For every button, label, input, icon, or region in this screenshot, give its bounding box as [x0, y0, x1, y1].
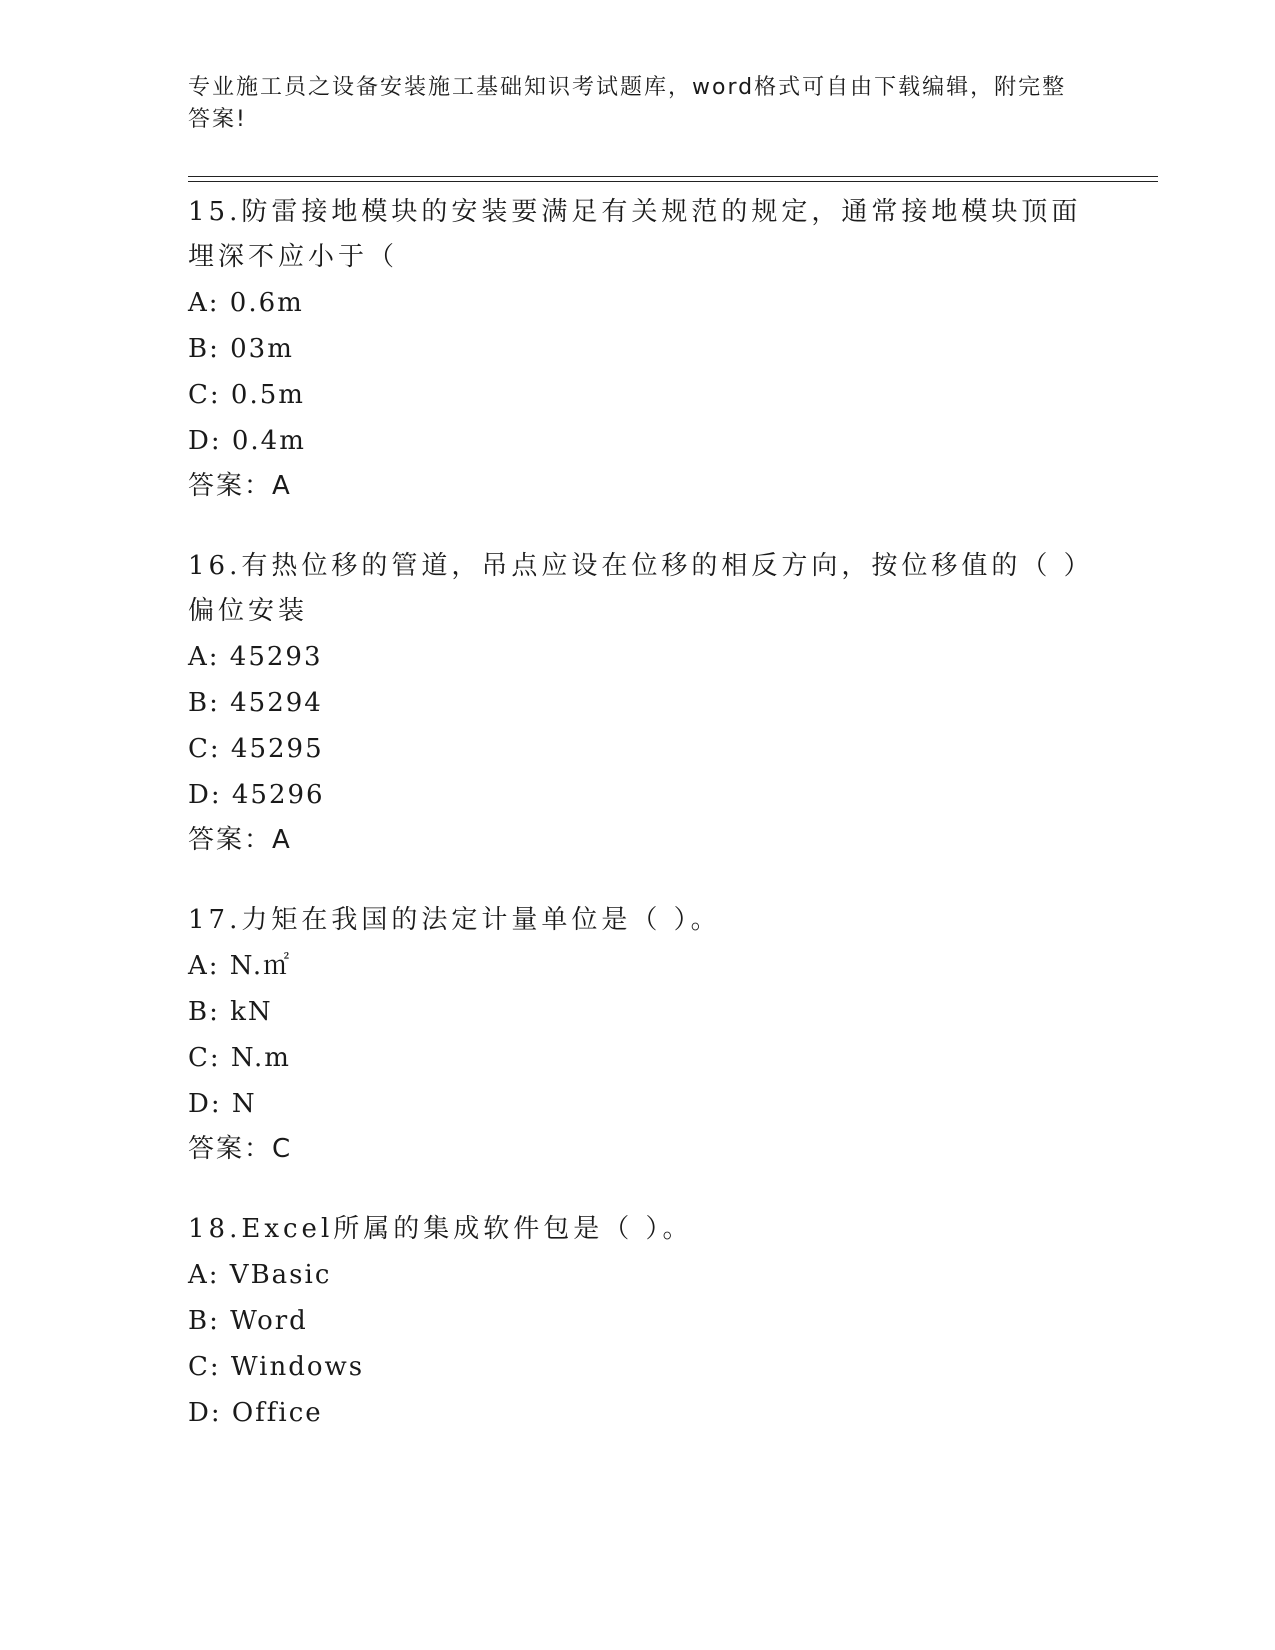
option-c: C: 45295: [188, 734, 324, 764]
option-a: A: 45293: [188, 642, 323, 672]
option-c: C: Windows: [188, 1352, 365, 1382]
option-d: D: 0.4m: [188, 426, 306, 456]
option-c: C: 0.5m: [188, 380, 305, 410]
question-16: [188, 544, 1088, 862]
header-divider-top: [188, 176, 1158, 177]
question-list: [188, 190, 1088, 1472]
header-divider-bottom: [188, 181, 1158, 182]
question-15: [188, 190, 1088, 508]
question-stem: 17.力矩在我国的法定计量单位是（ ）。: [188, 905, 721, 935]
option-c: C: N.m: [188, 1043, 291, 1073]
answer-line: 答案：C: [188, 1134, 293, 1164]
option-b: B: 03m: [188, 334, 294, 364]
answer-line: 答案：A: [188, 825, 292, 855]
option-a: A: 0.6m: [188, 288, 304, 318]
question-stem: 16.有热位移的管道，吊点应设在位移的相反方向，按位移值的（ ）偏位安装: [188, 551, 1081, 626]
option-a: A: VBasic: [188, 1260, 332, 1290]
option-b: B: kN: [188, 997, 273, 1027]
document-header: 专业施工员之设备安装施工基础知识考试题库，word格式可自由下载编辑，附完整答案!: [188, 75, 1067, 132]
question-17: [188, 898, 1088, 1171]
option-a: A: N.㎡: [188, 951, 292, 981]
option-d: D: 45296: [188, 780, 325, 810]
option-b: B: Word: [188, 1306, 308, 1336]
option-d: D: N: [188, 1089, 257, 1119]
question-18: [188, 1207, 1088, 1436]
question-stem: 15.防雷接地模块的安装要满足有关规范的规定，通常接地模块顶面埋深不应小于（: [188, 197, 1082, 272]
answer-line: 答案：A: [188, 471, 292, 501]
option-d: D: Office: [188, 1398, 323, 1428]
option-b: B: 45294: [188, 688, 323, 718]
question-stem: 18.Excel所属的集成软件包是（ ）。: [188, 1214, 693, 1244]
